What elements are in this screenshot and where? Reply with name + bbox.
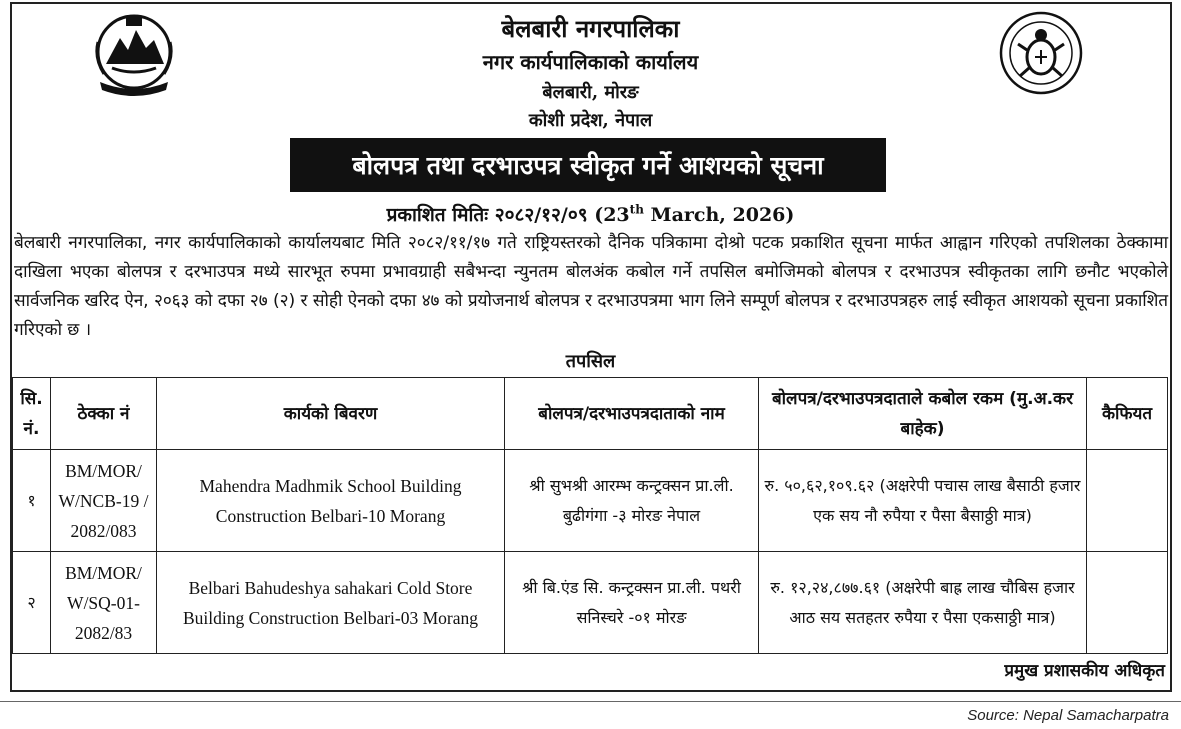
source-divider: [0, 701, 1181, 702]
cell-remarks: [1087, 552, 1168, 654]
cell-sn: २: [13, 552, 51, 654]
table-row: [13, 450, 1168, 552]
publication-date: [0, 201, 1181, 227]
table-row: [13, 552, 1168, 654]
cell-description: Belbari Bahudeshya sahakari Cold Store Building Construction Belbari-03 Morang: [157, 552, 505, 654]
col-sn: सि. नं.: [13, 378, 51, 450]
signoff-title: प्रमुख प्रशासकीय अधिकृत: [1004, 661, 1165, 681]
notice-title: बोलपत्र तथा दरभाउपत्र स्वीकृत गर्ने आशयको सूचना: [290, 138, 886, 192]
cell-bidder: श्री सुभश्री आरम्भ कन्ट्रक्सन प्रा.ली. बुढीगंगा -३ मोरङ नेपाल: [505, 450, 759, 552]
office-name: नगर कार्यपालिकाको कार्यालय: [482, 50, 699, 74]
notice-body: बेलबारी नगरपालिका, नगर कार्यपालिकाको कार्यालयबाट मिति २०८२/११/१७ गते राष्ट्रियस्तरको दैनिक पत्रिकामा दोश्रो पटक प्रकाशित सूचना मार्फत आह्वान गरिएको तपशिलका ठेक्कामा दाखिला भएका बोलपत्र र दरभाउपत्र मध्ये सारभूत रुपमा प्रभावग्राही सबैभन्दा न्युनतम बोलअंक कबोल गर्ने तपसिल बमोजिमको बोलपत्र र दरभाउपत्र स्वीकृतका लागि छनौट भएकोले सार्वजनिक खरिद ऐन, २०६३ को दफा २७ (२) र सोही ऐनको दफा ४७ को प्रयोजनार्थ बोलपत्र र दरभाउपत्रमा भाग लिने सम्पूर्ण बोलपत्र र दरभाउपत्रहरु लाई स्वीकृत आशयको सूचना प्रकाशित गरिएको छ ।: [14, 233, 1168, 340]
cell-description: Mahendra Madhmik School Building Construction Belbari-10 Morang: [157, 450, 505, 552]
cell-sn: १: [13, 450, 51, 552]
cell-remarks: [1087, 450, 1168, 552]
cell-amount: रु. १२,२४,८७७.६१ (अक्षरेपी बाह्र लाख चौबिस हजार आठ सय सतहतर रुपैया र पैसा एकसाठ्ठी मात्र): [759, 552, 1087, 654]
municipality-name: बेलबारी नगरपालिका: [501, 14, 680, 43]
pub-date-rest: March, 2026): [643, 204, 795, 226]
schedule-table: [12, 377, 1168, 654]
col-remarks: कैफियत: [1087, 378, 1168, 450]
province-country: कोशी प्रदेश, नेपाल: [528, 110, 653, 131]
office-location: बेलबारी, मोरङ: [542, 82, 639, 103]
col-description: कार्यको बिवरण: [157, 378, 505, 450]
col-bidder: बोलपत्र/दरभाउपत्रदाताको नाम: [505, 378, 759, 450]
cell-bidder: श्री बि.एंड सि. कन्ट्रक्सन प्रा.ली. पथरी सनिस्चरे -०१ मोरङ: [505, 552, 759, 654]
source-credit: Source: Nepal Samacharpatra: [967, 707, 1169, 724]
pub-date-label: प्रकाशित मितिः २०८२/१२/०९ (23: [386, 204, 630, 226]
cell-contract-no: BM/MOR/ W/SQ-01- 2082/83: [51, 552, 157, 654]
cell-amount: रु. ५०,६२,१०९.६२ (अक्षरेपी पचास लाख बैसाठी हजार एक सय नौ रुपैया र पैसा बैसाठ्ठी मात्र): [759, 450, 1087, 552]
col-contract-no: ठेक्का नं: [51, 378, 157, 450]
col-amount: बोलपत्र/दरभाउपत्रदाताले कबोल रकम (मु.अ.कर बाहेक): [759, 378, 1087, 450]
table-header-row: [13, 378, 1168, 450]
cell-contract-no: BM/MOR/ W/NCB-19 / 2082/083: [51, 450, 157, 552]
pub-date-sup: th: [629, 202, 644, 217]
schedule-heading: तपसिल: [565, 351, 616, 372]
